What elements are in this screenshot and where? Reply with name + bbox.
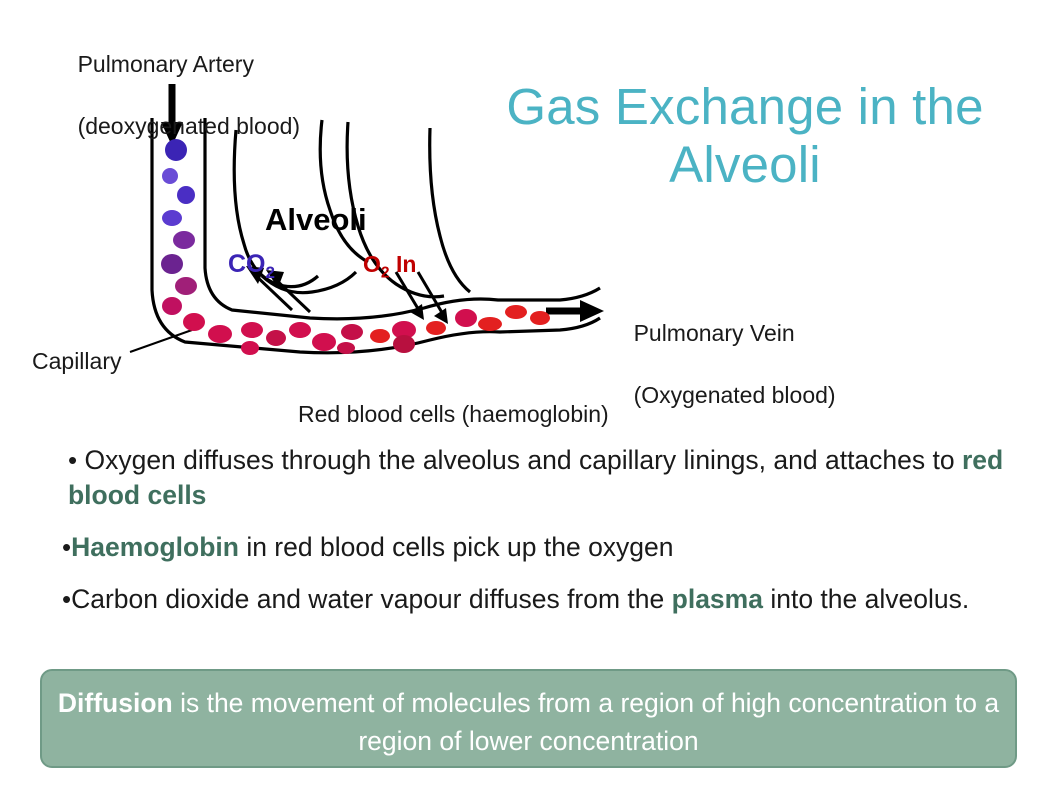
bullet-text-plain-2: into the alveolus. <box>762 584 970 614</box>
list-item <box>62 530 1012 565</box>
label-pulmonary-vein-line2: (Oxygenated blood) <box>633 382 836 408</box>
definition-term: Diffusion <box>57 688 173 718</box>
bullet-text-highlight: red blood cells <box>68 445 1004 510</box>
bullet-list <box>62 443 1012 634</box>
label-pulmonary-artery-line1: Pulmonary Artery <box>77 51 254 77</box>
label-co2-subscript: 2 <box>265 263 275 282</box>
label-red-blood-cells: Red blood cells (haemoglobin) <box>298 401 609 427</box>
vein-outflow-arrow <box>546 300 604 322</box>
label-pulmonary-vein-line1: Pulmonary Vein <box>633 320 795 346</box>
label-capillary: Capillary <box>32 348 122 374</box>
bullet-text-highlight: Haemoglobin <box>71 532 239 562</box>
label-co2 <box>228 250 275 283</box>
slide-title: Gas Exchange in the Alveoli <box>506 78 984 193</box>
bullet-marker: • <box>62 532 72 562</box>
definition-text: is the movement of molecules from a region of high concentration to a region of lower concentration <box>172 688 1000 756</box>
label-o2-subscript: 2 <box>380 264 390 282</box>
definition-banner <box>40 669 1017 768</box>
label-o2-suffix: In <box>389 251 417 277</box>
bullet-marker: • <box>62 584 72 614</box>
alveolus-wall-mid-left <box>320 120 368 262</box>
label-o2-in <box>363 251 416 283</box>
bullet-text-highlight: plasma <box>671 584 763 614</box>
label-co2-text: CO <box>228 250 266 278</box>
list-item <box>62 443 1012 513</box>
bullet-text-plain: in red blood cells pick up the oxygen <box>238 532 674 562</box>
label-pulmonary-artery-line2: (deoxygenated blood) <box>77 113 301 139</box>
label-pulmonary-vein <box>608 287 836 442</box>
bullet-marker: • <box>68 445 78 475</box>
list-item <box>62 582 1012 617</box>
label-o2-text: O <box>363 251 381 277</box>
bullet-text-plain: Carbon dioxide and water vapour diffuses from the <box>71 584 672 614</box>
label-alveoli: Alveoli <box>265 202 367 237</box>
label-pulmonary-artery <box>52 18 300 173</box>
bullet-text-plain: Oxygen diffuses through the alveolus and capillary linings, and attaches to <box>77 445 962 475</box>
